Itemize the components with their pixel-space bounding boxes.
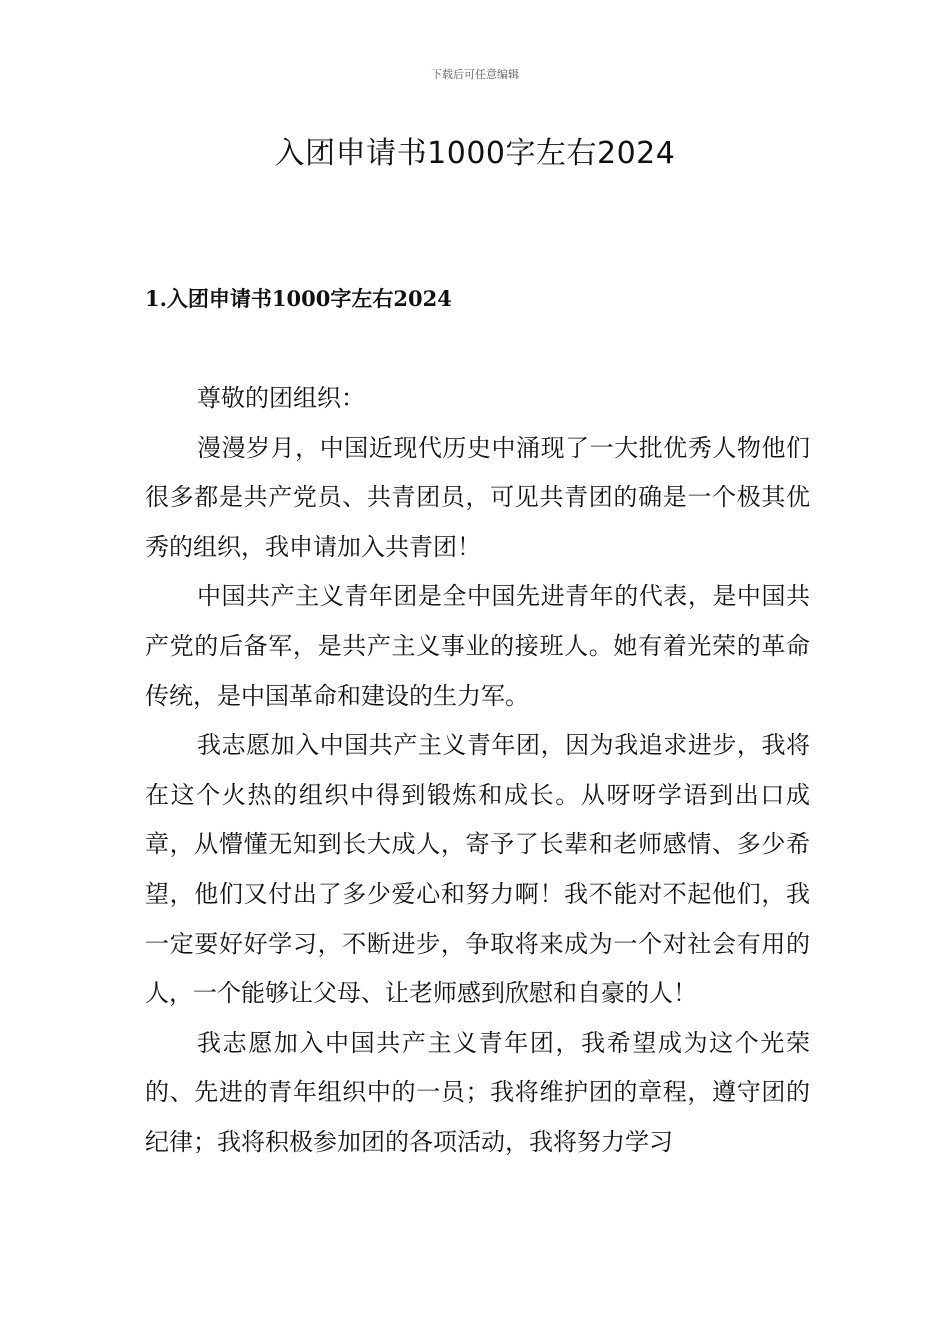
- paragraph-3: 我志愿加入中国共产主义青年团，因为我追求进步，我将在这个火热的组织中得到锻炼和成长。从呀呀学语到出口成章，从懵懂无知到长大成人，寄予了长辈和老师感情、多少希望，他们又付出了多少爱心和努力啊！我不能对不起他们，我一定要好好学习，不断进步，争取将来成为一个对社会有用的人，一个能够让父母、让老师感到欣慰和自豪的人！: [145, 731, 810, 1008]
- paragraph-2: 中国共产主义青年团是全中国先进青年的代表，是中国共产党的后备军，是共产主义事业的接班人。她有着光荣的革命传统，是中国革命和建设的生力军。: [145, 582, 810, 710]
- header-note: 下载后可任意编辑: [431, 68, 519, 81]
- paragraph-1: 漫漫岁月，中国近现代历史中涌现了一大批优秀人物他们很多都是共产党员、共青团员，可见共青团的确是一个极其优秀的组织，我申请加入共青团！: [145, 433, 810, 561]
- paragraph-4: 我志愿加入中国共产主义青年团，我希望成为这个光荣的、先进的青年组织中的一员；我将维护团的章程，遵守团的纪律；我将积极参加团的各项活动，我将努力学习: [145, 1028, 810, 1156]
- document-title: 入团申请书1000字左右2024: [274, 136, 676, 171]
- letter-body: [145, 374, 810, 1168]
- section-heading: 1.入团申请书1000字左右2024: [145, 286, 452, 311]
- salutation: 尊敬的团组织：: [197, 384, 365, 412]
